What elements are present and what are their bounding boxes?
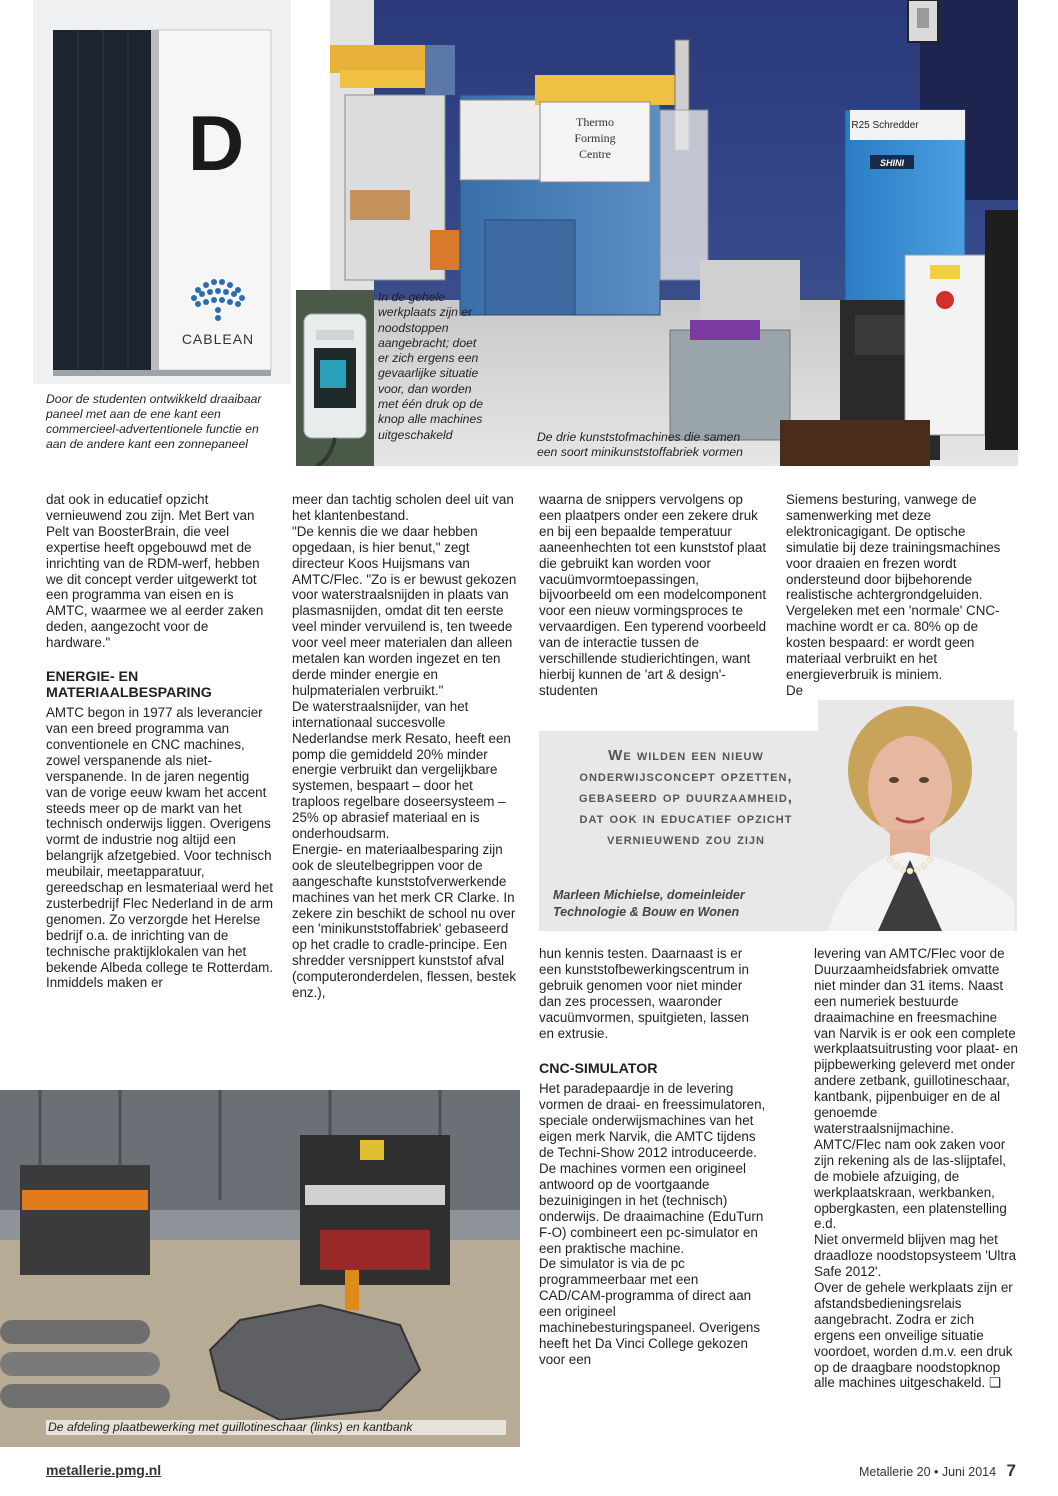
column-3-top — [539, 492, 767, 699]
caption-switch: In de gehele werkplaats zijn er noodstoppen aangebracht; doet er zich ergens een gevaarlijke situatie voor, dan worden met één druk op de knop alle machines uitgeschakeld — [378, 290, 484, 442]
photo-sheet-metal-workshop — [0, 1090, 520, 1447]
quote-line-2: onderwijsconcept opzetten, — [579, 768, 793, 785]
col3-paragraph-2: hun kennis testen. Daarnaast is er een kunststofbewerkingscentrum in gebruik genomen voor niet minder dan zes processen, waaronder vacuümvormen, spuitgieten, lassen en extrusie. — [539, 946, 749, 1041]
column-4-bottom — [814, 946, 1018, 1391]
shredder-label: R25 Schredder — [851, 120, 919, 131]
footer-issue-info — [859, 1461, 1016, 1481]
footer-page-number: 7 — [1006, 1461, 1016, 1480]
machine-sign-forming: Forming — [574, 131, 616, 145]
quote-line-1: We wilden een nieuw — [608, 747, 764, 764]
caption-machines: De drie kunststofmachines die samen een soort minikunststoffabriek vormen — [537, 430, 743, 459]
col1-paragraph-2: AMTC begon in 1977 als leverancier van een breed programma van conventionele en CNC machines, zowel verspanende als niet-verspanende. In de jaren negentig van de vorige eeuw kwam het accent steeds meer op de markt van het technisch onderwijs liggen. Overigens vormt de industrie nog altijd een belangrijk afzetgebied. Voor technisch meubilair, meetapparatuur, gereedschap en lesmateriaal werd het zusterbedrijf Flec Nederland in de arm genomen. Zo verzorgde het Herelse bedrijf o.a. de inrichting van de technische praktijklokalen van het bekende Albeda college te Rotterdam. Inmiddels maken er — [46, 705, 274, 991]
col2-paragraph-3: De waterstraalsnijder, van het internationaal succesvolle Nederlandse merk Resato, heeft een pomp die gemiddeld 20% minder energie verbruikt dan vergelijkbare systemen, bespaart – door het traploos regelbare doseersysteem – 25% op abrasief materiaal en is onderhoudsarm. — [292, 698, 511, 842]
emergency-switch-illustration — [296, 290, 374, 466]
col4-paragraph-5: Over de gehele werkplaats zijn er afstandsbedieningsrelais aangebracht. Zodra er zich ergens een onveilige situatie voordoet, worden d.m.v. een druk op de draagbare noodstopknop alle machines uitgeschakeld. — [814, 1280, 1013, 1391]
portrait-illustration — [818, 700, 1014, 931]
photo-emergency-switch — [296, 290, 374, 466]
column-4-top — [786, 492, 1018, 699]
photo-rotating-panel — [33, 0, 291, 384]
end-mark-icon: ❑ — [988, 1375, 1001, 1391]
col2-paragraph-1: meer dan tachtig scholen deel uit van het klantenbestand. — [292, 492, 514, 523]
column-2 — [292, 492, 518, 1001]
machine-sign-centre: Centre — [579, 147, 611, 161]
quote-line-3: gebaseerd op duurzaamheid, — [579, 789, 793, 806]
col4-paragraph-3: AMTC/Flec nam ook zaken voor zijn rekening als de las-slijptafel, de mobiele afzuiging, de werkplaatskraan, werkbanken, opbergkasten, een platenstelling e.d. — [814, 1136, 1007, 1232]
col4-paragraph-5-wrap — [814, 1280, 1018, 1391]
footer-website-link[interactable]: metallerie.pmg.nl — [46, 1462, 162, 1478]
attribution-line-2: Technologie & Bouw en Wonen — [553, 905, 740, 919]
col3-paragraph-4: De machines vormen een origineel antwoord op de voortgaande bezuinigingen in het (technisch) onderwijs. De draaimachine (EduTurn F-O) combineert een pc-simulator en een praktische machine. — [539, 1160, 764, 1256]
pull-quote-attribution — [553, 887, 823, 921]
machine-sign-thermo: Thermo — [576, 115, 614, 129]
col1-paragraph-1: dat ook in educatief opzicht vernieuwend zou zijn. Met Bert van Pelt van BoosterBrain, die veel expertise heeft opgebouwd met de inrichting van de RDM-werf, hebben we dit concept verder uitgewerkt tot een programma van eisen en is AMTC, waarmee we al eerder zaken deden, aangezocht voor de hardware." — [46, 492, 264, 651]
quote-line-5: vernieuwend zou zijn — [607, 831, 765, 848]
panel-letter: D — [187, 99, 245, 187]
caption-workshop: De afdeling plaatbewerking met guillotineschaar (links) en kantbank — [46, 1420, 506, 1435]
col3-paragraph-3: Het paradepaardje in de levering vormen de draai- en freessimulatoren, speciale onderwijsmachines van het eigen merk Narvik, die AMTC tijdens de Techni-Show 2012 introduceerde. — [539, 1081, 766, 1161]
col1-heading: ENERGIE- EN MATERIAALBESPARING — [46, 669, 212, 702]
col2-paragraph-4: Energie- en materiaalbesparing zijn ook de sleutelbegrippen voor de aangeschafte kunststofverwerkende machines van het merk CR Clarke. In zekere zin beschikt de school nu over een 'minikunststoffabriek' gebaseerd op het cradle to cradle-principe. Een shredder versnippert kunststof afval (computeronderdelen, flessen, bestek enz.), — [292, 841, 517, 1001]
col4-paragraph-2: levering van AMTC/Flec voor de Duurzaamheidsfabriek omvatte niet minder dan 31 items. Naast een numeriek bestuurde draaimachine en freesmachine van Narvik is er ook een complete werkplaatsuitrusting voor plaat- en pijpbewerking geleverd met onder andere zetbank, guillotineschaar, kantbank, pijpenbuiger en de al genoemde waterstraalsnijmachine. — [814, 946, 1018, 1136]
column-3-bottom — [539, 946, 767, 1368]
col2-paragraph-2: "De kennis die we daar hebben opgedaan, is hier benut," zegt directeur Koos Huijsmans van AMTC/Flec. "Zo is er bewust gekozen voor waterstraalsnijden in plaats van plasmasnijden, omdat dit ten eerste veel minder vervuilend is, ten tweede voor veel meer materialen dan alleen metalen kan worden ingezet en ten derde minder energie en hulpmaterialen verbruikt." — [292, 523, 517, 698]
workshop-illustration — [0, 1090, 520, 1447]
quote-line-4: dat ook in educatief opzicht — [579, 810, 793, 827]
col3-paragraph-5: De simulator is via de pc programmeerbaar met een CAD/CAM-programma of direct aan een origineel machinebesturingspaneel. Overigens heeft het Da Vinci College gekozen voor een — [539, 1256, 761, 1367]
column-1 — [46, 492, 274, 991]
col4-paragraph-4: Niet onvermeld blijven mag het draadloze noodstopsysteem 'Ultra Safe 2012'. — [814, 1232, 1017, 1280]
footer-issue: Metallerie 20 • Juni 2014 — [858, 1465, 997, 1479]
panel-brand: CABLEAN — [181, 331, 255, 347]
col3-paragraph-1: waarna de snippers vervolgens op een plaatpers onder een zekere druk en bij een bepaalde temperatuur aaneenhechten tot een kunststof plaat die gebruikt kan worden voor vacuümvormtoepassingen, bijvoorbeeld om een modelcomponent voor een nieuw vormingsproces te vervaardigen. Een typerend voorbeeld van de interactie tussen de verschillende studierichtingen, want hierbij kunnen de 'art & design'-studenten — [539, 492, 767, 698]
col4-paragraph-1b: De — [786, 682, 804, 698]
pull-quote-text — [551, 745, 821, 850]
col4-paragraph-1: Siemens besturing, vanwege de samenwerking met deze elektronicagigant. De optische simulatie bij deze trainingsmachines voor draaien en frezen wordt ondersteund door bijbehorende realistische achtergrondgeluiden. Vergeleken met een 'normale' CNC-machine wordt er ca. 80% op de kosten bespaard: er wordt geen materiaal verbruikt en het energieverbruik is miniem. — [786, 492, 1001, 682]
caption-panel: Door de studenten ontwikkeld draaibaar paneel met aan de ene kant een commercieel-advertentionele functie en aan de andere kant een zonnepaneel — [46, 392, 262, 451]
attribution-line-1: Marleen Michielse, domeinleider — [553, 888, 745, 902]
rotating-panel-illustration — [33, 0, 291, 384]
shredder-brand: SHINI — [879, 158, 905, 168]
photo-portrait-marleen — [818, 700, 1014, 931]
col3-heading: CNC-SIMULATOR — [539, 1061, 658, 1078]
